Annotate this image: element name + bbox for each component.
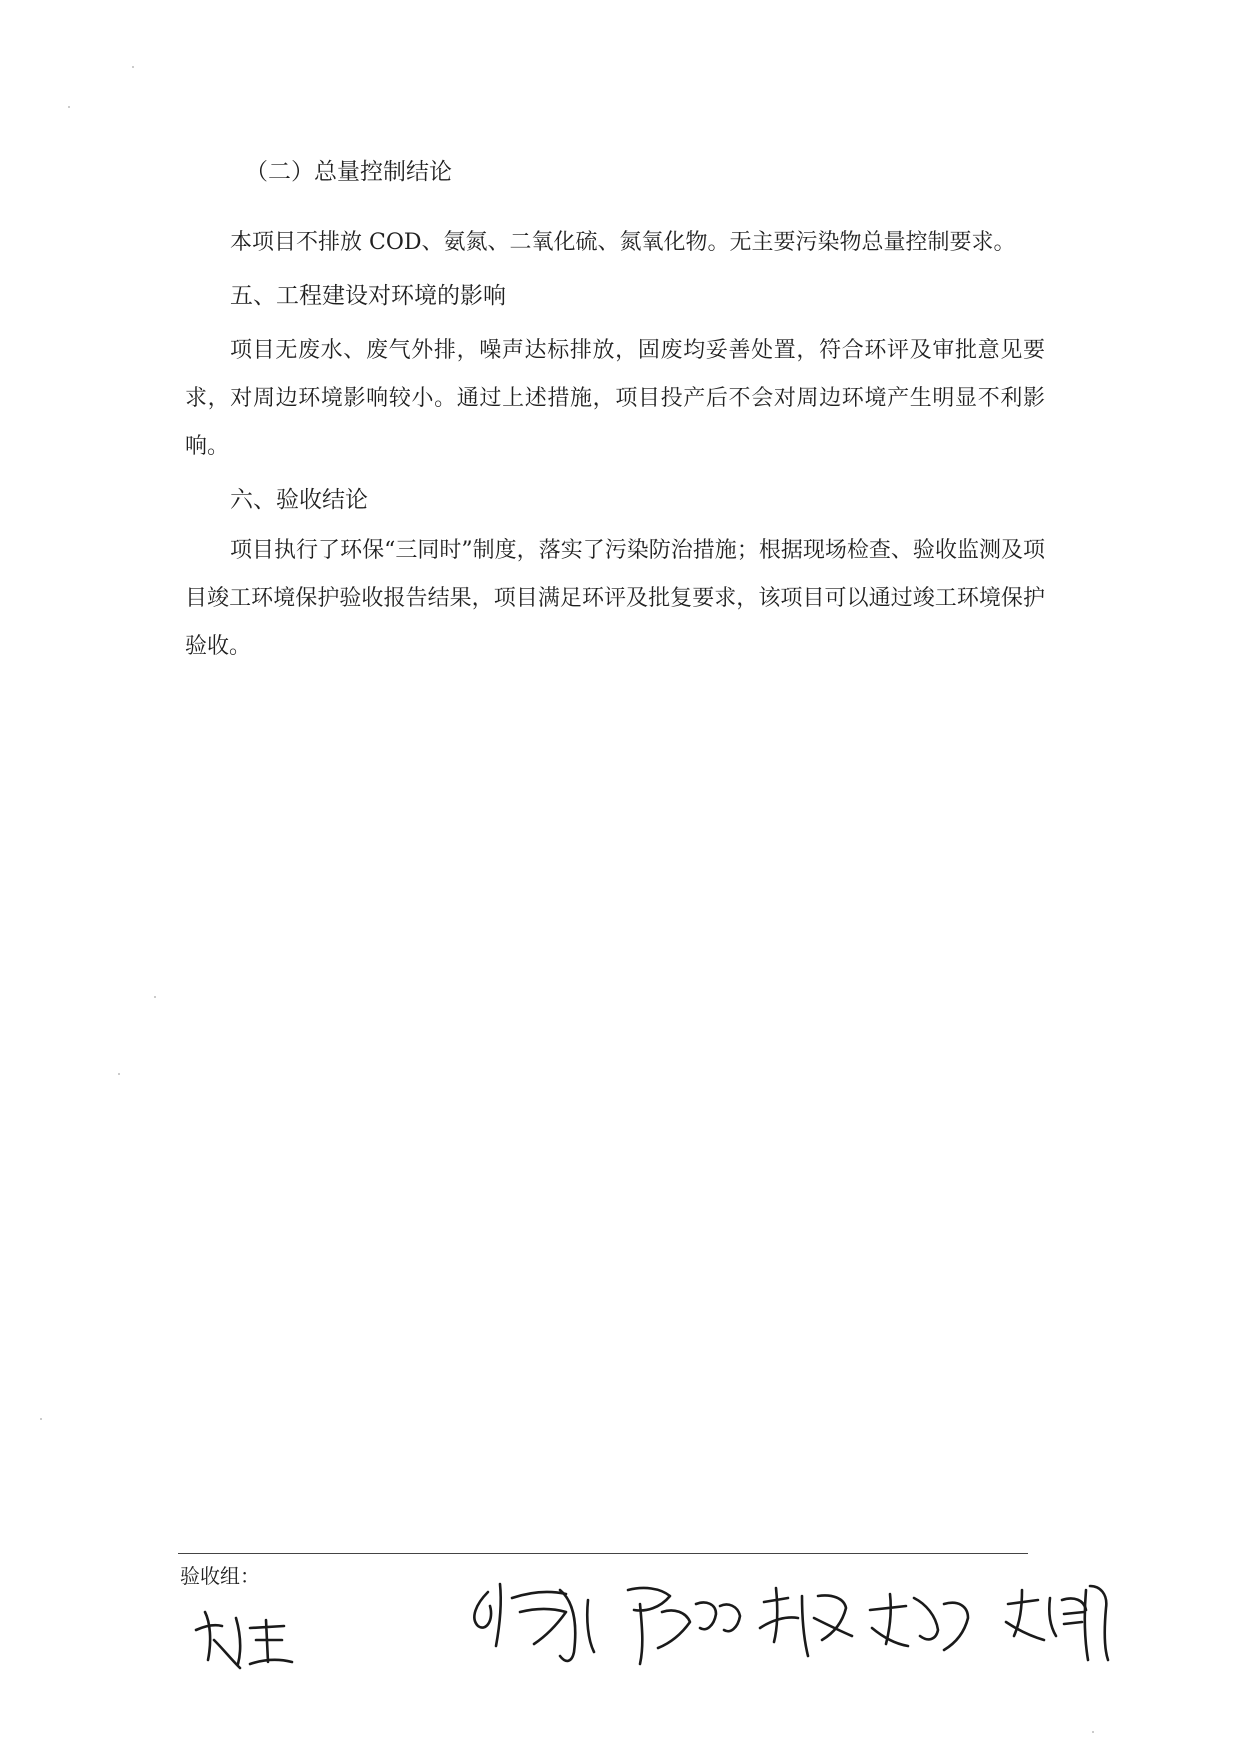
section-heading-impact: 五、工程建设对环境的影响	[230, 283, 506, 309]
signature-5	[870, 1594, 968, 1650]
section-heading-conclusion: 六、验收结论	[230, 487, 368, 513]
paragraph-impact: 项目无废水、废气外排，噪声达标排放，固废均妥善处置，符合环评及审批意见要求，对周边环境影响较小。通过上述措施，项目投产后不会对周边环境产生明显不利影响。	[185, 338, 1045, 459]
signature-2	[474, 1584, 594, 1661]
scan-speck	[154, 996, 156, 998]
scan-speck	[132, 66, 134, 68]
signature-1	[196, 1612, 292, 1668]
section-heading-total-control: （二）总量控制结论	[245, 159, 452, 185]
signature-3	[628, 1588, 740, 1664]
scan-speck	[40, 1418, 42, 1420]
scan-speck	[118, 1073, 120, 1075]
scan-speck	[1092, 1731, 1094, 1733]
signature-6	[1006, 1586, 1108, 1660]
signature-block-label: 验收组：	[180, 1564, 260, 1588]
signature-4	[760, 1588, 852, 1656]
scan-speck	[68, 106, 70, 108]
paragraph-conclusion: 项目执行了环保“三同时”制度，落实了污染防治措施；根据现场检查、验收监测及项目竣工环境保护验收报告结果，项目满足环评及批复要求，该项目可以通过竣工环境保护验收。	[185, 538, 1045, 659]
paragraph-total-control: 本项目不排放 COD、氨氮、二氧化硫、氮氧化物。无主要污染物总量控制要求。	[230, 230, 1016, 255]
